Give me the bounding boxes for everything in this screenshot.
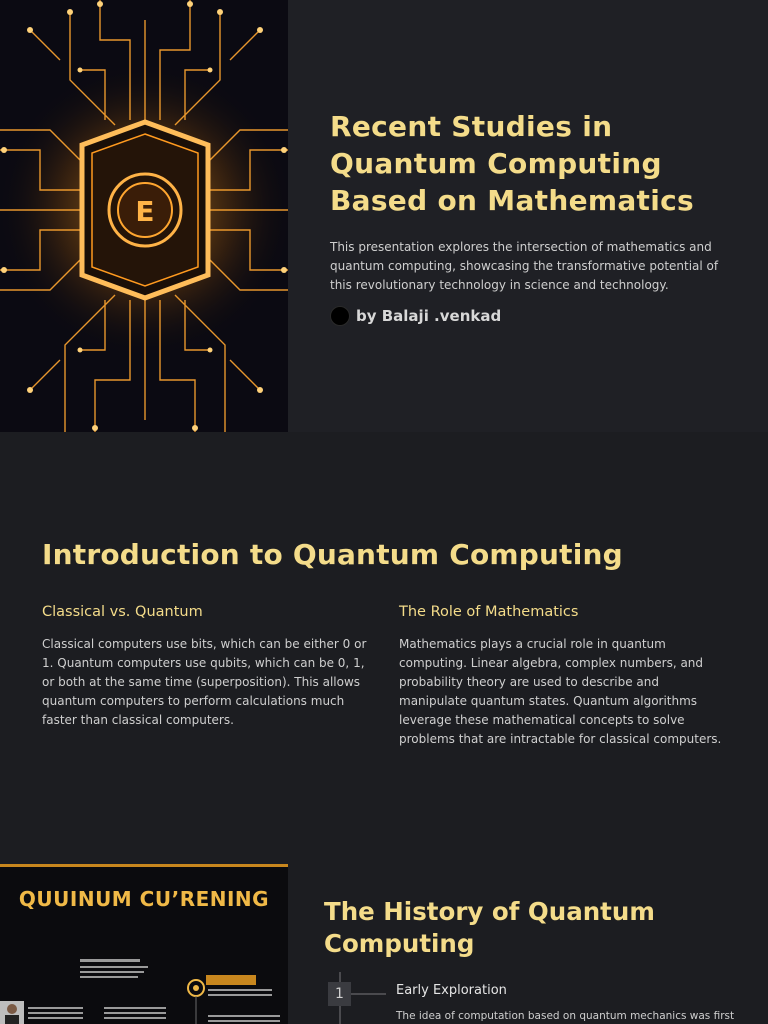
classical-vs-quantum-section <box>42 604 367 730</box>
role-of-mathematics-section <box>399 604 724 749</box>
section-text: Mathematics plays a crucial role in quantum computing. Linear algebra, complex numbers, and probability theory are used to describe and manipulate quantum states. Quantum algorithms leverage these mathematical concepts to solve problems that are intractable for classical computers. <box>399 637 722 746</box>
author-row <box>330 306 501 326</box>
poster-decoration <box>0 867 288 1024</box>
history-poster-image <box>0 864 288 1024</box>
timeline-connector <box>351 993 386 995</box>
timeline-step-title: Early Exploration <box>396 983 507 998</box>
section-text: Classical computers use bits, which can be either 0 or 1. Quantum computers use qubits, which can be 0, 1, or both at the same time (superposition). This allows quantum computers to perform calculations much faster than classical computers. <box>42 637 367 727</box>
circuit-board-illustration <box>0 0 288 432</box>
section-heading: Classical vs. Quantum <box>42 604 203 620</box>
circuit-chip-image <box>0 0 288 432</box>
history-slide <box>0 864 768 1024</box>
introduction-slide <box>0 432 768 864</box>
author-name: by Balaji .venkad <box>356 307 502 325</box>
history-title: The History of Quantum Computing <box>324 897 655 958</box>
introduction-title: Introduction to Quantum Computing <box>42 538 623 571</box>
author-avatar <box>330 306 350 326</box>
chip-letter: E <box>135 195 155 228</box>
title-slide <box>0 0 768 432</box>
section-heading: The Role of Mathematics <box>399 604 579 620</box>
presentation-title: Recent Studies in Quantum Computing Based on Mathematics <box>330 110 694 217</box>
timeline-step-number: 1 <box>328 982 351 1006</box>
poster-title: QUUINUM CU’RENING <box>18 887 270 911</box>
timeline-step-text: The idea of computation based on quantum mechanics was first <box>396 1010 735 1022</box>
presentation-description: This presentation explores the intersection of mathematics and quantum computing, showcasing the transformative potential of this revolutionary technology in science and technology. <box>330 240 719 292</box>
